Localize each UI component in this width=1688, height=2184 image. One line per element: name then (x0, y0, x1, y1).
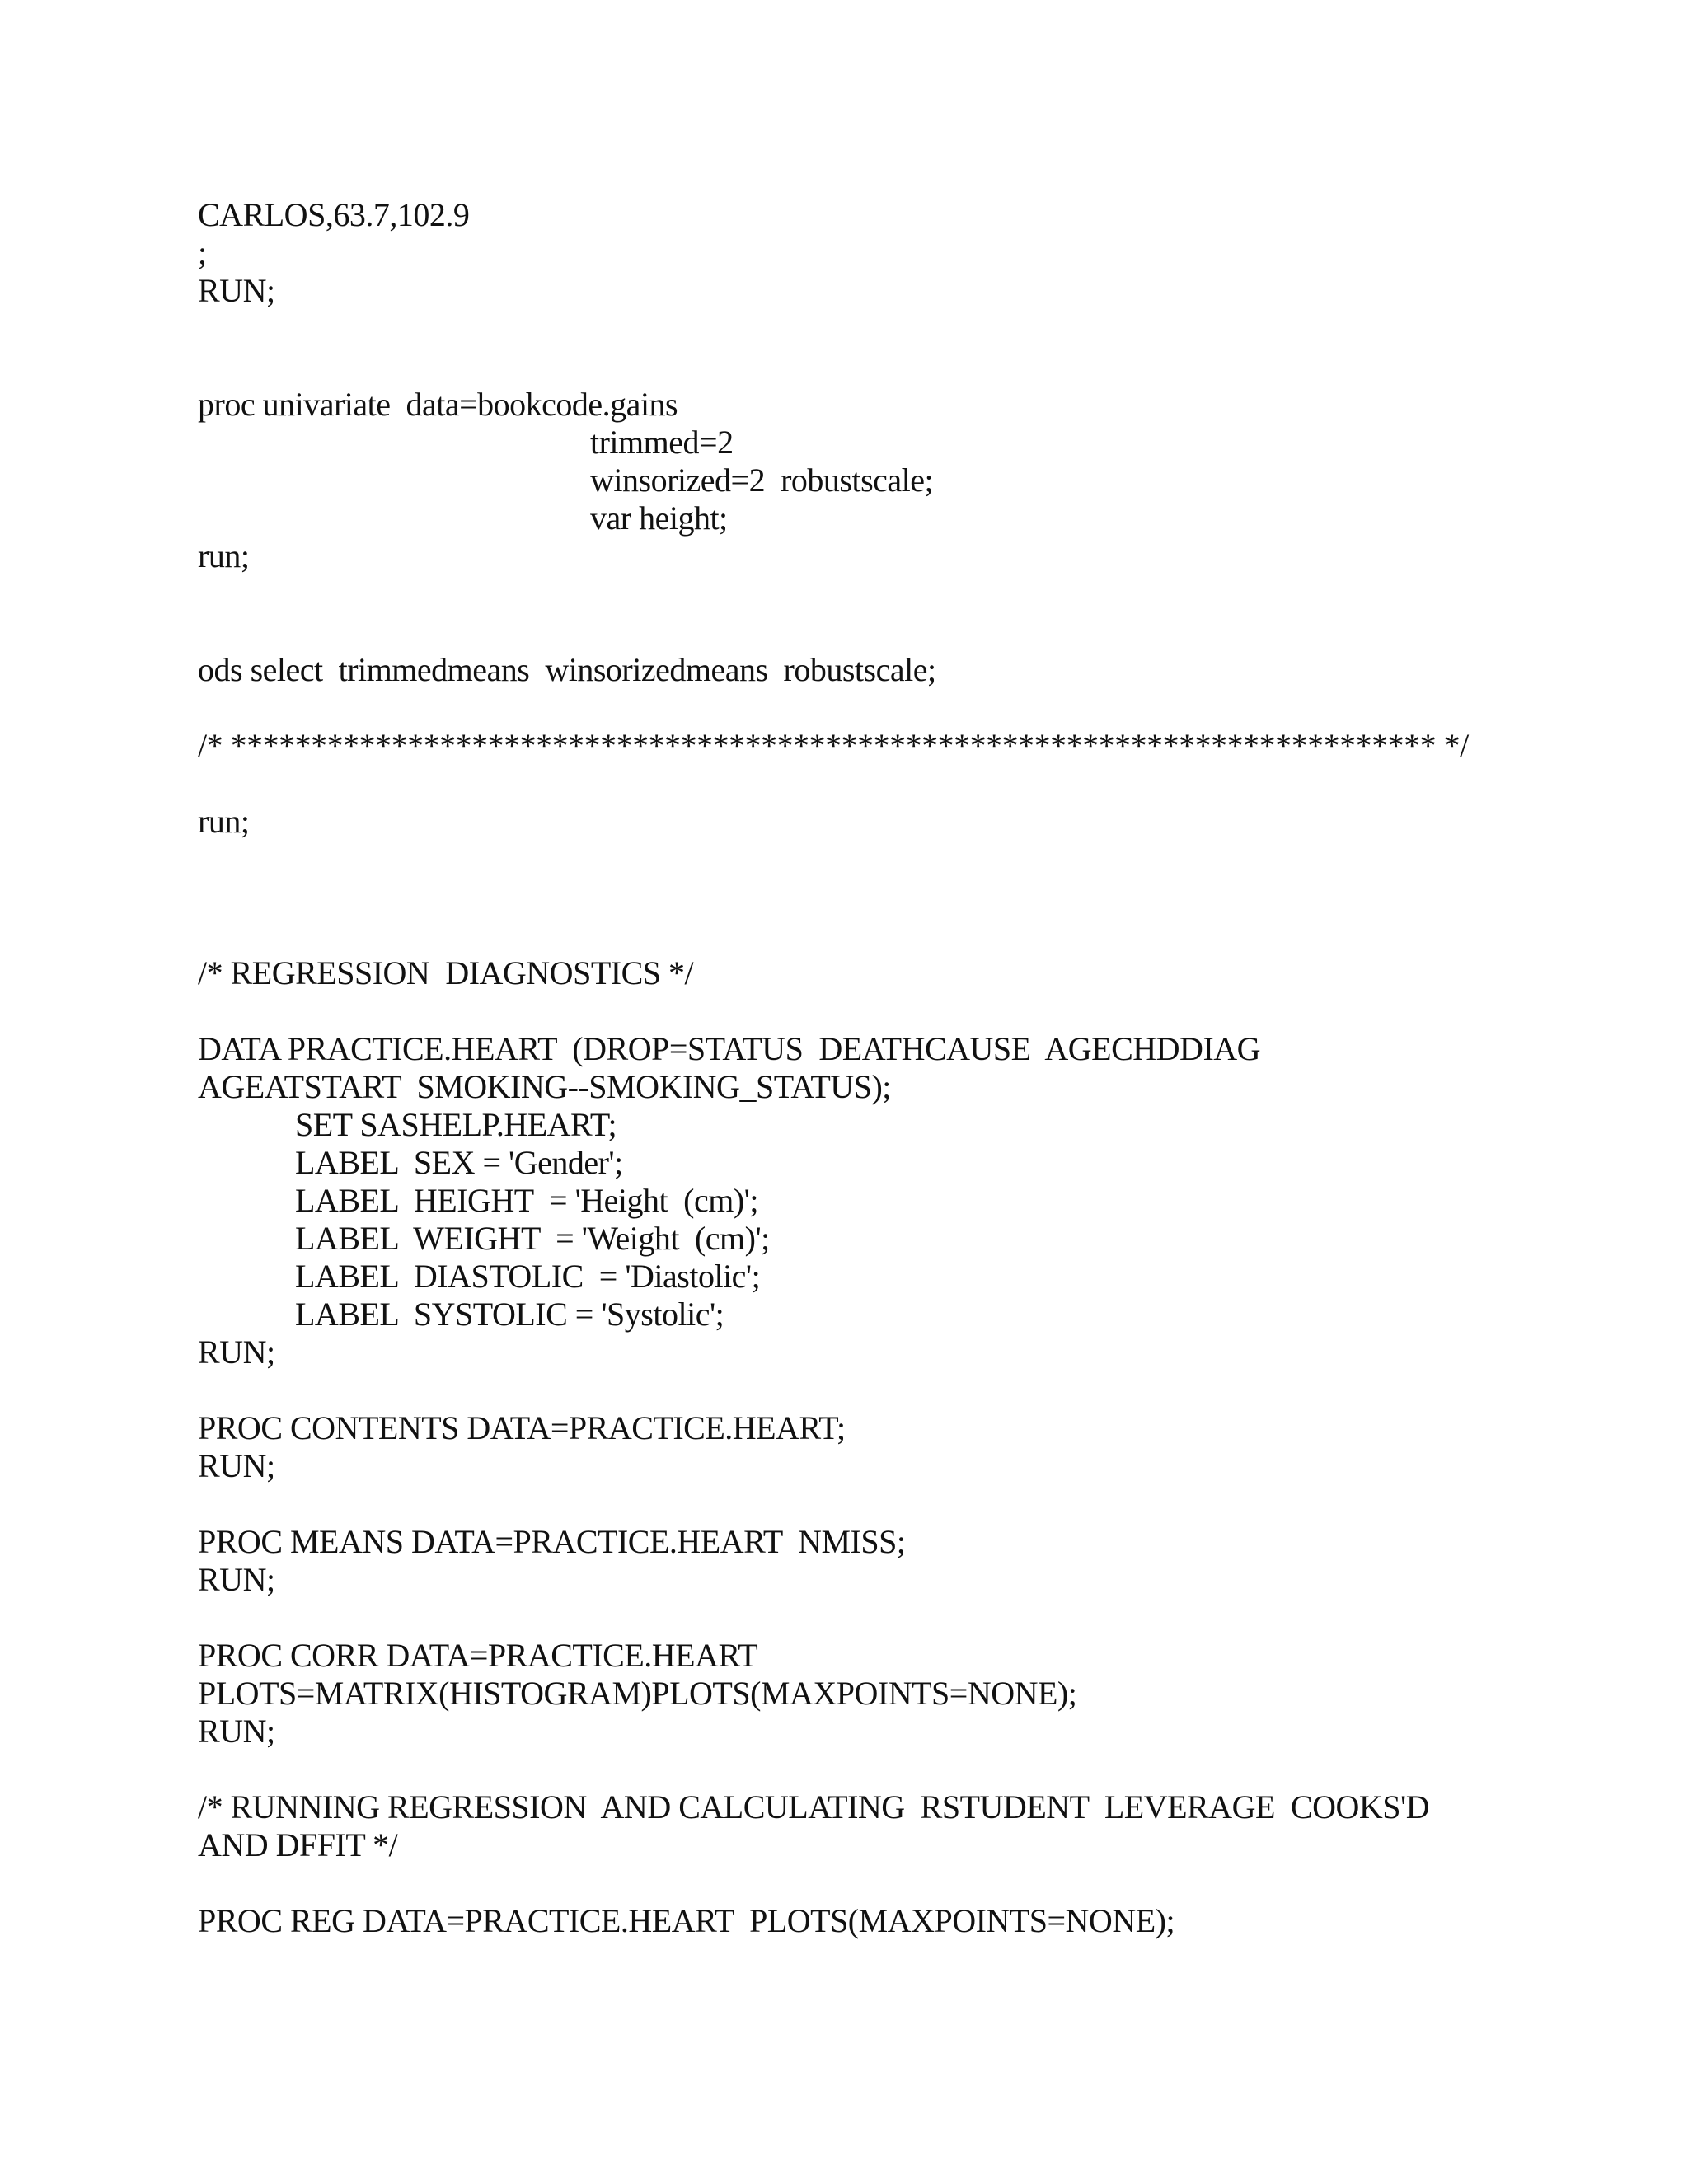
code-line: ods select trimmedmeans winsorizedmeans robustscale; (198, 651, 936, 688)
code-line: RUN; (198, 1333, 275, 1371)
code-line: SET SASHELP.HEART; (295, 1106, 617, 1143)
code-line: PROC MEANS DATA=PRACTICE.HEART NMISS; (198, 1523, 906, 1560)
code-line: PROC REG DATA=PRACTICE.HEART PLOTS(MAXPOINTS=NONE); (198, 1902, 1175, 1939)
code-line: AGEATSTART SMOKING--SMOKING_STATUS); (198, 1068, 891, 1105)
code-line: LABEL SYSTOLIC = 'Systolic'; (295, 1296, 724, 1333)
code-line: LABEL WEIGHT = 'Weight (cm)'; (295, 1220, 770, 1257)
code-comment: AND DFFIT */ (198, 1826, 398, 1863)
code-comment: /* REGRESSION DIAGNOSTICS */ (198, 954, 694, 991)
code-line: PROC CONTENTS DATA=PRACTICE.HEART; (198, 1409, 846, 1446)
code-line: LABEL HEIGHT = 'Height (cm)'; (295, 1182, 758, 1219)
code-line: trimmed=2 (590, 424, 734, 461)
code-comment: /* RUNNING REGRESSION AND CALCULATING RSTUDENT LEVERAGE COOKS'D (198, 1788, 1430, 1825)
code-line: RUN; (198, 272, 275, 309)
code-line: LABEL SEX = 'Gender'; (295, 1144, 623, 1181)
code-line: var height; (590, 499, 728, 537)
code-line: proc univariate data=bookcode.gains (198, 386, 678, 423)
code-line: RUN; (198, 1447, 275, 1484)
code-line: CARLOS,63.7,102.9 (198, 196, 470, 233)
code-line: PROC CORR DATA=PRACTICE.HEART (198, 1637, 758, 1674)
code-line: PLOTS=MATRIX(HISTOGRAM)PLOTS(MAXPOINTS=NONE); (198, 1675, 1077, 1712)
code-line: winsorized=2 robustscale; (590, 462, 934, 499)
code-comment: /* *************************************************************************** */ (198, 727, 1469, 764)
code-line: DATA PRACTICE.HEART (DROP=STATUS DEATHCAUSE AGECHDDIAG (198, 1030, 1261, 1067)
code-line: run; (198, 537, 250, 574)
code-line: ; (198, 234, 207, 271)
code-line: RUN; (198, 1561, 275, 1598)
code-line: RUN; (198, 1713, 275, 1750)
code-line: LABEL DIASTOLIC = 'Diastolic'; (295, 1258, 761, 1295)
code-line: run; (198, 803, 250, 840)
